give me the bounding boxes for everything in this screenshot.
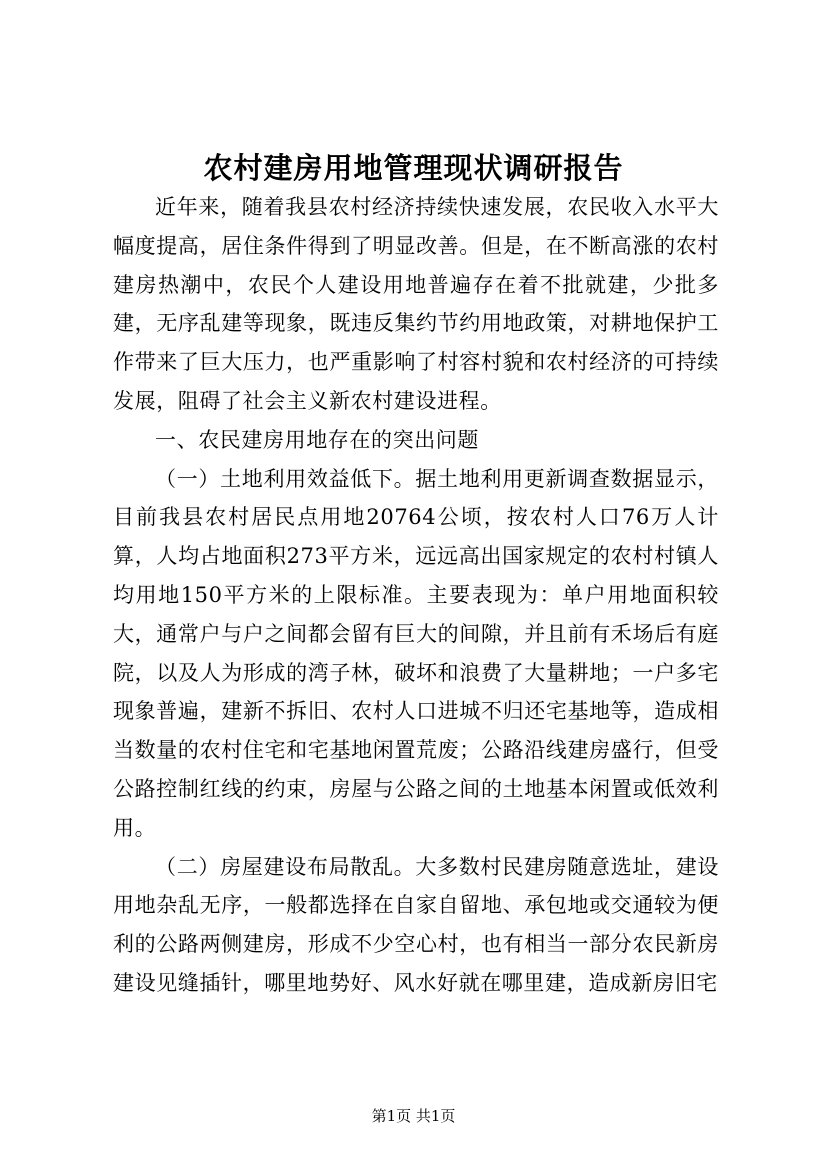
subsection-paragraph-1: （一）土地利用效益低下。据土地利用更新调查数据显示，目前我县农村居民点用地20764公顷，按农村人口76万人计算，人均占地面积273平方米，远远高出国家规定的农村村镇人均用地150平方米的上限标准。主要表现为：单户用地面积较大，通常户与户之间都会留有巨大的间隙，并且前有禾场后有庭院，以及人为形成的湾子林，破坏和浪费了大量耕地；一户多宅现象普遍，建新不拆旧、农村人口进城不归还宅基地等，造成相当数量的农村住宅和宅基地闲置荒废；公路沿线建房盛行，但受公路控制红线的约束，房屋与公路之间的土地基本闲置或低效利用。 xyxy=(113,466,719,840)
document-title: 农村建房用地管理现状调研报告 xyxy=(203,151,624,185)
intro-paragraph: 近年来，随着我县农村经济持续快速发展，农民收入水平大幅度提高，居住条件得到了明显改善。但是，在不断高涨的农村建房热潮中，农民个人建设用地普遍存在着不批就建，少批多建，无序乱建等现象，既违反集约节约用地政策，对耕地保护工作带来了巨大压力，也严重影响了村容村貌和农村经济的可持续发展，阻碍了社会主义新农村建设进程。 xyxy=(113,195,719,413)
document-body xyxy=(113,188,719,1003)
section-heading: 一、农民建房用地存在的突出问题 xyxy=(155,427,479,452)
subsection-paragraph-2: （二）房屋建设布局散乱。大多数村民建房随意选址，建设用地杂乱无序，一般都选择在自家自留地、承包地或交通较为便利的公路两侧建房，形成不少空心村，也有相当一部分农民新房建设见缝插针，哪里地势好、风水好就在哪里建，造成新房旧宅 xyxy=(113,854,719,995)
page-footer: 第1页 共1页 xyxy=(371,1107,456,1125)
